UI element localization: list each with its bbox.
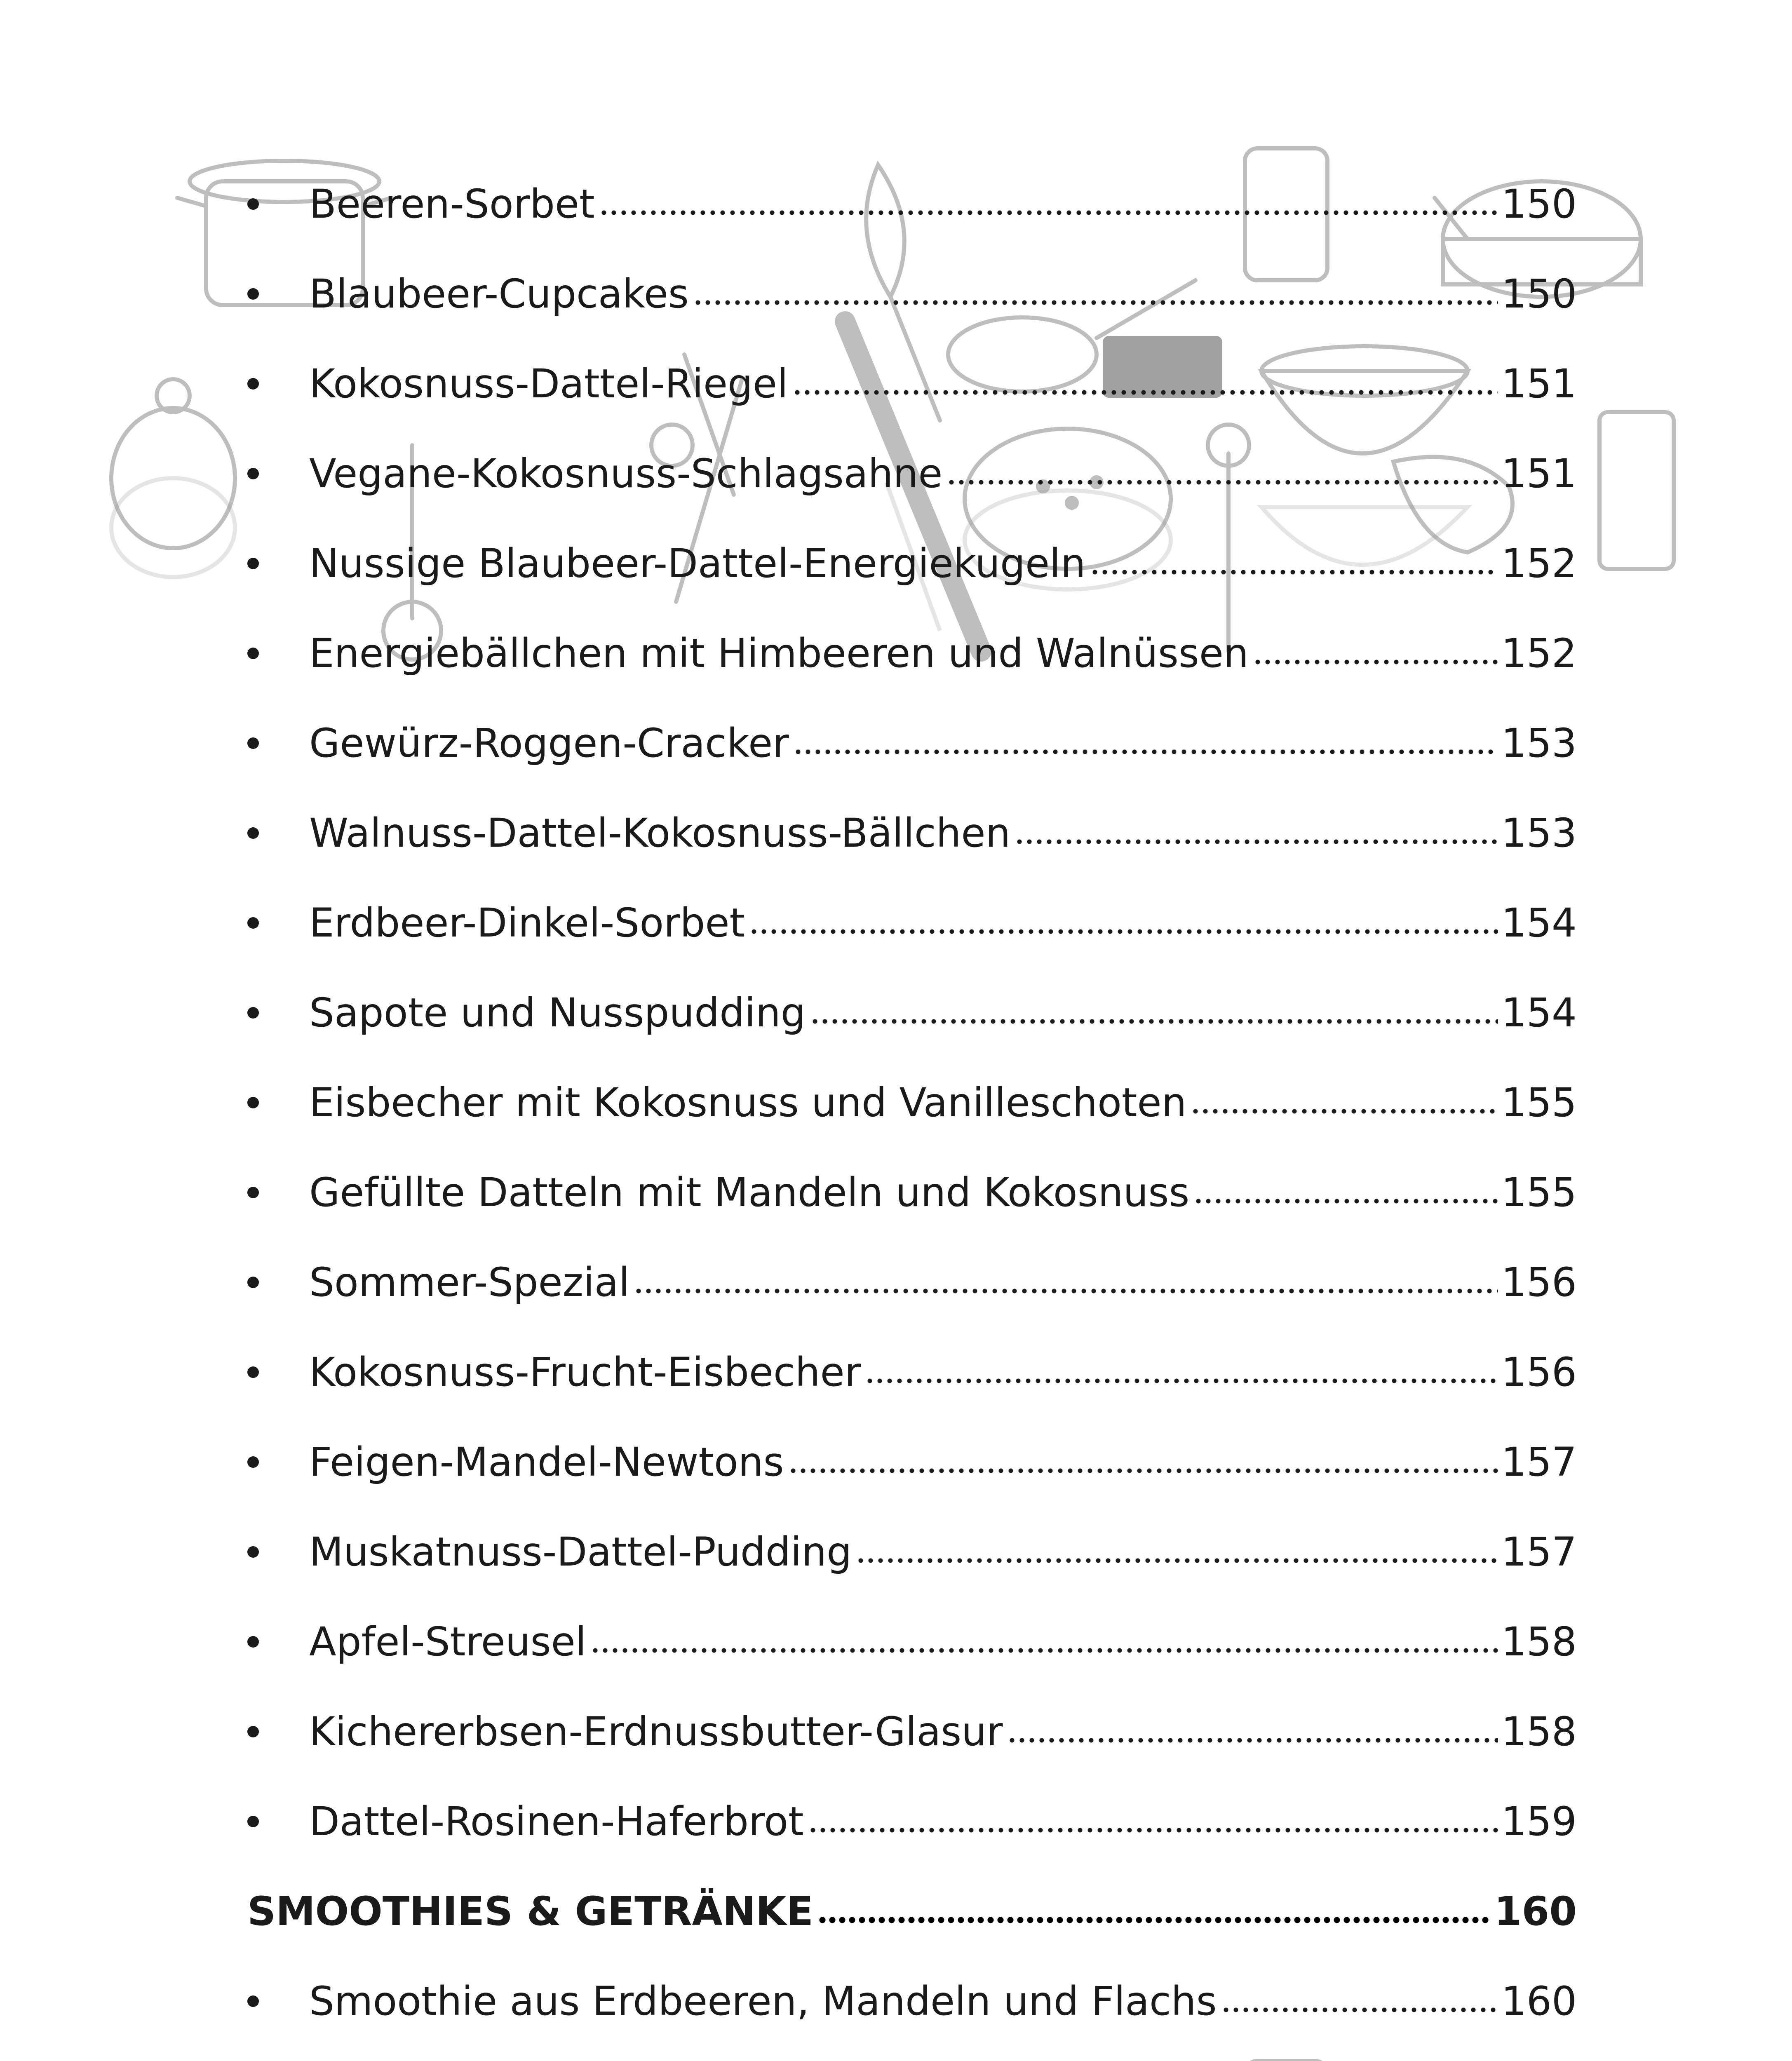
toc-page-number: 158 bbox=[1501, 1709, 1577, 1755]
toc-entry bbox=[309, 972, 1577, 1054]
toc-item[interactable] bbox=[247, 792, 1577, 874]
toc-title: Nussige Blaubeer-Dattel-Energiekugeln bbox=[309, 540, 1086, 587]
bullet-icon bbox=[247, 1187, 259, 1198]
toc-title: Apfel-Streusel bbox=[309, 1619, 587, 1665]
toc-title: Muskatnuss-Dattel-Pudding bbox=[309, 1529, 852, 1575]
toc-item[interactable] bbox=[247, 1241, 1577, 1324]
toc-page-number: 156 bbox=[1501, 1349, 1577, 1395]
toc-entry bbox=[309, 432, 1577, 515]
bullet-icon bbox=[247, 1097, 259, 1108]
bullet-icon bbox=[247, 648, 259, 659]
toc-page-number: 151 bbox=[1501, 361, 1577, 407]
toc-entry bbox=[309, 612, 1577, 695]
dot-leader bbox=[634, 1285, 1498, 1297]
toc-item[interactable] bbox=[247, 1511, 1577, 1593]
toc-entry bbox=[309, 1241, 1577, 1324]
bullet-icon bbox=[247, 378, 259, 390]
toc-item[interactable] bbox=[247, 1061, 1577, 1144]
toc-entry bbox=[309, 253, 1577, 335]
toc-title: Energiebällchen mit Himbeeren und Walnüssen bbox=[309, 630, 1249, 676]
toc-item[interactable] bbox=[247, 522, 1577, 605]
toc-page-number: 152 bbox=[1501, 540, 1577, 587]
toc-title: SMOOTHIES & GETRÄNKE bbox=[247, 1888, 814, 1934]
dot-leader bbox=[810, 1016, 1498, 1027]
toc-page-number: 159 bbox=[1501, 1798, 1577, 1845]
toc-entry bbox=[309, 1601, 1577, 1683]
toc-page-number: 154 bbox=[1501, 990, 1577, 1036]
bullet-icon bbox=[247, 1546, 259, 1558]
toc-page-number: 153 bbox=[1501, 810, 1577, 856]
dot-leader bbox=[946, 477, 1498, 488]
toc-title: Dattel-Rosinen-Haferbrot bbox=[309, 1798, 804, 1845]
toc-page-number: 153 bbox=[1501, 720, 1577, 766]
toc-entry bbox=[309, 1690, 1577, 1773]
toc-entry bbox=[309, 1780, 1577, 1863]
toc-entry bbox=[309, 1960, 1577, 2042]
toc-title: Smoothie aus Erdbeeren, Mandeln und Flachs bbox=[309, 1978, 1217, 2024]
dot-leader bbox=[1221, 2004, 1498, 2016]
toc-page-number: 152 bbox=[1501, 630, 1577, 676]
toc-item[interactable] bbox=[247, 1151, 1577, 1234]
dot-leader bbox=[599, 207, 1498, 218]
bullet-icon bbox=[247, 1995, 259, 2007]
toc-page-number: 160 bbox=[1501, 1978, 1577, 2024]
dot-leader bbox=[1015, 836, 1498, 847]
bullet-icon bbox=[247, 1456, 259, 1468]
bullet-icon bbox=[247, 288, 259, 300]
toc-item[interactable] bbox=[247, 163, 1577, 245]
toc-page-number: 155 bbox=[1501, 1169, 1577, 1216]
toc-entry bbox=[309, 163, 1577, 245]
toc-item[interactable] bbox=[247, 702, 1577, 784]
toc-page-number: 155 bbox=[1501, 1080, 1577, 1126]
dot-leader bbox=[1191, 1106, 1498, 1117]
toc-title: Walnuss-Dattel-Kokosnuss-Bällchen bbox=[309, 810, 1011, 856]
toc-item[interactable] bbox=[247, 1421, 1577, 1503]
toc-page-number: 158 bbox=[1501, 1619, 1577, 1665]
bullet-icon bbox=[247, 468, 259, 479]
dot-leader bbox=[788, 1465, 1498, 1477]
dot-leader bbox=[1193, 1195, 1498, 1207]
toc-title: Sapote und Nusspudding bbox=[309, 990, 806, 1036]
dot-leader bbox=[749, 926, 1498, 937]
dot-leader bbox=[865, 1375, 1498, 1387]
toc-page-number: 150 bbox=[1501, 181, 1577, 227]
toc-title: Sommer-Spezial bbox=[309, 1259, 630, 1305]
toc-title: Feigen-Mandel-Newtons bbox=[309, 1439, 784, 1485]
toc-section-heading[interactable] bbox=[247, 1870, 1577, 1953]
dot-leader bbox=[793, 746, 1498, 758]
toc-title: Gewürz-Roggen-Cracker bbox=[309, 720, 789, 766]
toc-item[interactable] bbox=[247, 612, 1577, 695]
toc-entry bbox=[309, 702, 1577, 784]
bullet-icon bbox=[247, 1726, 259, 1737]
dot-leader bbox=[1007, 1735, 1498, 1746]
bullet-icon bbox=[247, 1636, 259, 1648]
bullet-icon bbox=[247, 198, 259, 210]
toc-page-number: 151 bbox=[1501, 451, 1577, 497]
toc-title: Erdbeer-Dinkel-Sorbet bbox=[309, 900, 745, 946]
dot-leader bbox=[693, 297, 1498, 308]
toc-entry bbox=[309, 1151, 1577, 1234]
toc-entry bbox=[309, 1421, 1577, 1503]
toc-entry bbox=[309, 792, 1577, 874]
toc-page-number: 154 bbox=[1501, 900, 1577, 946]
bullet-icon bbox=[247, 558, 259, 569]
toc-entry bbox=[309, 343, 1577, 425]
toc-page-number: 156 bbox=[1501, 1259, 1577, 1305]
toc-item[interactable] bbox=[247, 2050, 1577, 2061]
toc-title: Gefüllte Datteln mit Mandeln und Kokosnuss bbox=[309, 1169, 1190, 1216]
toc-item[interactable] bbox=[247, 1601, 1577, 1683]
toc-item[interactable] bbox=[247, 343, 1577, 425]
toc-item[interactable] bbox=[247, 253, 1577, 335]
toc-item[interactable] bbox=[247, 1780, 1577, 1863]
dot-leader bbox=[590, 1645, 1498, 1656]
dot-leader bbox=[1090, 566, 1498, 578]
bullet-icon bbox=[247, 1366, 259, 1378]
toc-entry bbox=[247, 1870, 1577, 1953]
toc-page-number: 160 bbox=[1494, 1888, 1577, 1934]
toc-title: Kichererbsen-Erdnussbutter-Glasur bbox=[309, 1709, 1003, 1755]
toc-item[interactable] bbox=[247, 972, 1577, 1054]
toc-page-number: 157 bbox=[1501, 1439, 1577, 1485]
toc-item[interactable] bbox=[247, 1690, 1577, 1773]
toc-title: Beeren-Sorbet bbox=[309, 181, 595, 227]
toc-title: Kokosnuss-Dattel-Riegel bbox=[309, 361, 788, 407]
toc-item[interactable] bbox=[247, 882, 1577, 964]
toc-title: Vegane-Kokosnuss-Schlagsahne bbox=[309, 451, 943, 497]
dot-leader bbox=[1253, 656, 1498, 668]
toc-item[interactable] bbox=[247, 432, 1577, 515]
dot-leader bbox=[808, 1824, 1498, 1836]
toc-entry bbox=[309, 1061, 1577, 1144]
dot-leader bbox=[817, 1914, 1491, 1926]
toc-page-number: 150 bbox=[1501, 271, 1577, 317]
toc-entry bbox=[309, 522, 1577, 605]
toc-entry bbox=[309, 1331, 1577, 1413]
bullet-icon bbox=[247, 1816, 259, 1827]
toc-title: Eisbecher mit Kokosnuss und Vanilleschoten bbox=[309, 1080, 1187, 1126]
toc-item[interactable] bbox=[247, 1331, 1577, 1413]
toc-entry bbox=[309, 1511, 1577, 1593]
dot-leader bbox=[792, 387, 1498, 398]
toc-page-number: 157 bbox=[1501, 1529, 1577, 1575]
toc-title: Blaubeer-Cupcakes bbox=[309, 271, 689, 317]
toc-item[interactable] bbox=[247, 1960, 1577, 2042]
bullet-icon bbox=[247, 827, 259, 839]
toc-entry bbox=[309, 2050, 1577, 2061]
toc-entry bbox=[309, 882, 1577, 964]
bullet-icon bbox=[247, 1277, 259, 1288]
bullet-icon bbox=[247, 917, 259, 929]
dot-leader bbox=[856, 1555, 1498, 1566]
bullet-icon bbox=[247, 737, 259, 749]
toc-title: Kokosnuss-Frucht-Eisbecher bbox=[309, 1349, 861, 1395]
bullet-icon bbox=[247, 1007, 259, 1019]
